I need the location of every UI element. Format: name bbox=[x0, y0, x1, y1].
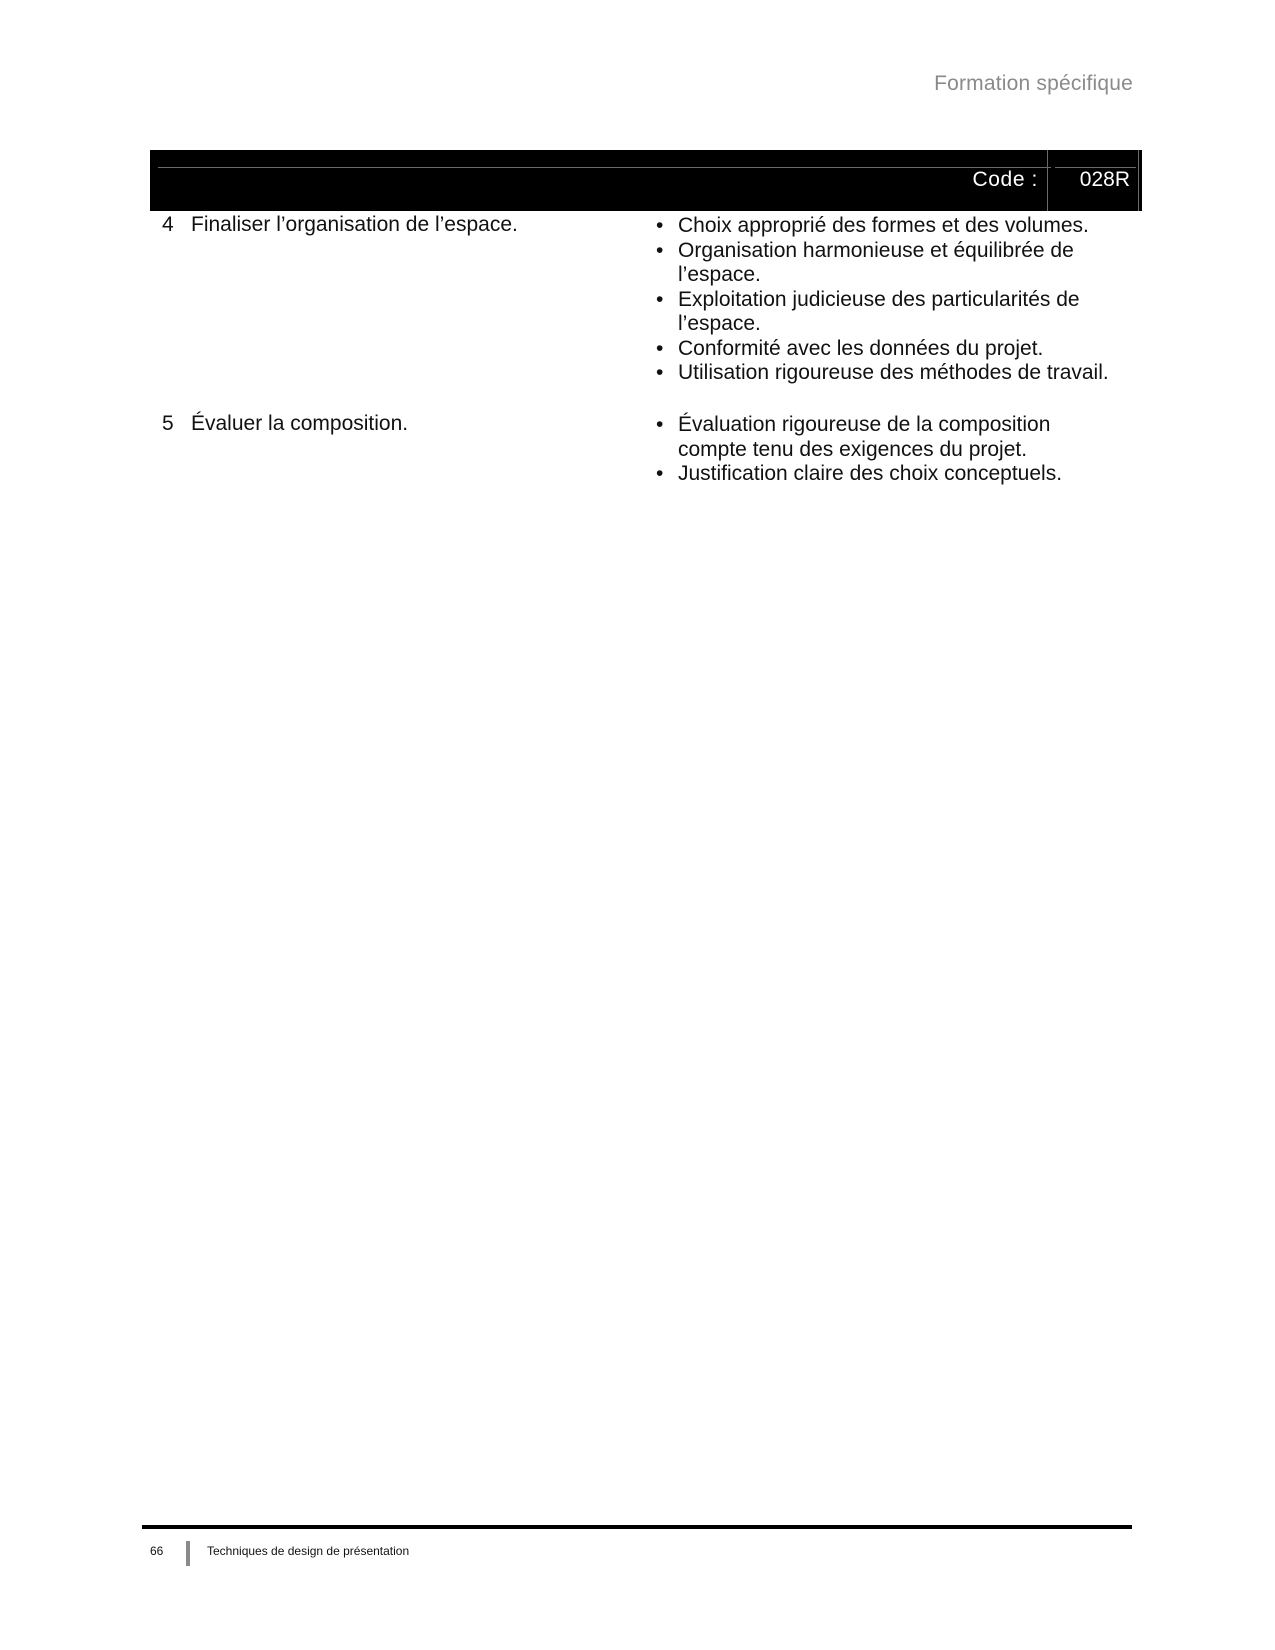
criteria-text: Justification claire des choix conceptuels. bbox=[678, 462, 1063, 485]
bullet-icon: • bbox=[656, 413, 664, 436]
element-title: Finaliser l’organisation de l’espace. bbox=[191, 213, 518, 236]
bullet-icon: • bbox=[656, 462, 664, 485]
element-title: Évaluer la composition. bbox=[191, 412, 409, 435]
code-bar-divider bbox=[1047, 150, 1048, 211]
code-value: 028R bbox=[1079, 168, 1130, 191]
bullet-icon: • bbox=[656, 336, 664, 360]
bullet-icon: • bbox=[656, 238, 664, 262]
bullet-icon: • bbox=[656, 287, 664, 311]
element-number: 5 bbox=[162, 412, 174, 435]
criteria-text: Choix approprié des formes et des volumes. bbox=[678, 214, 1089, 237]
criteria-text: Exploitation judicieuse des particularités de l’espace. bbox=[678, 287, 1080, 335]
code-bar-rule bbox=[158, 167, 1051, 168]
bullet-icon: • bbox=[656, 214, 664, 237]
code-label: Code : bbox=[972, 168, 1038, 191]
criteria-text: Organisation harmonieuse et équilibrée de l’espace. bbox=[678, 238, 1074, 286]
page-number: 66 bbox=[150, 1544, 164, 1558]
criteria-list bbox=[652, 413, 1122, 487]
element-number: 4 bbox=[162, 213, 174, 236]
running-header: Formation spécifique bbox=[934, 72, 1133, 95]
code-bar bbox=[150, 150, 1142, 211]
criteria-item bbox=[652, 361, 1122, 386]
criteria-item bbox=[652, 462, 1122, 487]
criteria-text: Conformité avec les données du projet. bbox=[678, 336, 1044, 360]
criteria-list bbox=[652, 214, 1122, 386]
criteria-text: Utilisation rigoureuse des méthodes de travail. bbox=[678, 361, 1109, 384]
bullet-icon: • bbox=[656, 361, 664, 384]
criteria-item bbox=[652, 413, 1122, 462]
criteria-item bbox=[652, 288, 1122, 337]
criteria-item bbox=[652, 337, 1122, 362]
footer-title: Techniques de design de présentation bbox=[207, 1544, 410, 1558]
footer-rule bbox=[142, 1525, 1132, 1529]
criteria-item bbox=[652, 214, 1122, 239]
criteria-item bbox=[652, 239, 1122, 288]
code-bar-edge bbox=[1138, 150, 1139, 211]
footer-separator bbox=[186, 1541, 190, 1566]
criteria-text: Évaluation rigoureuse de la composition compte tenu des exigences du projet. bbox=[678, 413, 1051, 461]
